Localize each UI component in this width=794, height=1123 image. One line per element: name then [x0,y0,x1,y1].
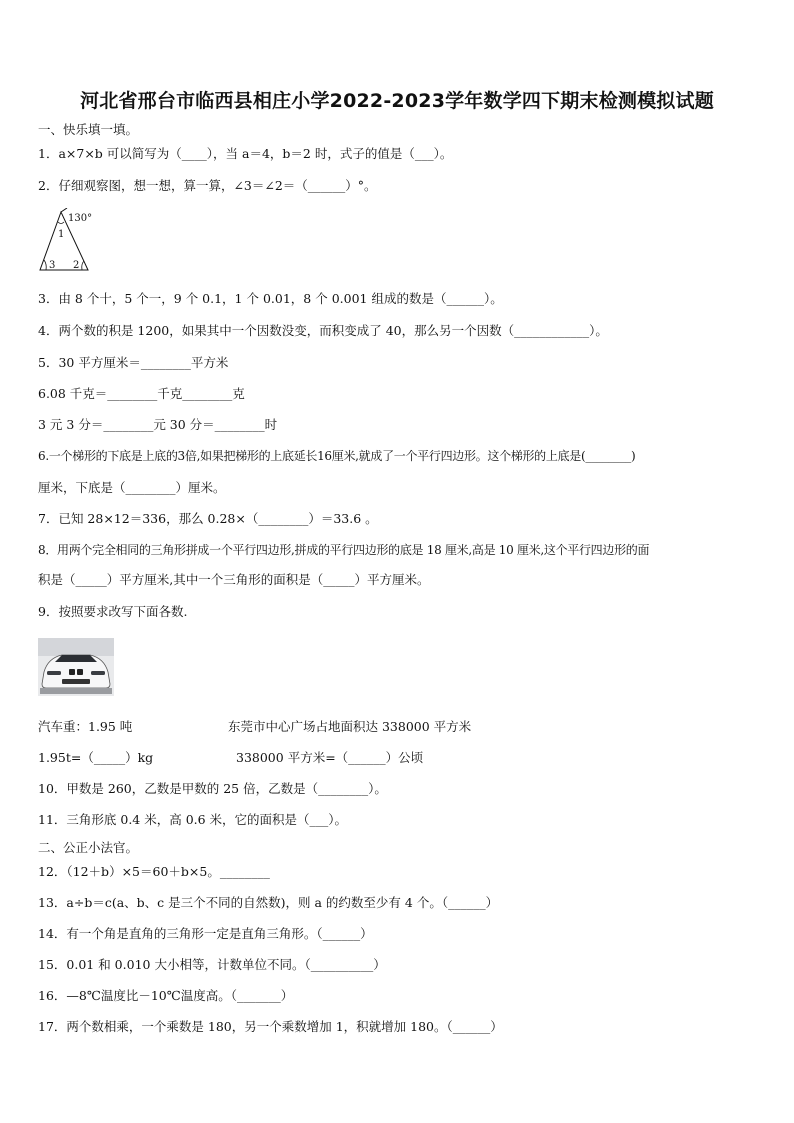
question-7: 7．已知 28×12＝336，那么 0.28×（________）＝33.6 。 [38,511,378,526]
triangle-figure [38,208,100,274]
question-15: 15．0.01 和 0.010 大小相等，计数单位不同。（__________） [38,957,386,972]
question-9-left-2: 1.95t=（_____）kg [38,750,154,765]
question-8-line-1: 8．用两个完全相同的三角形拼成一个平行四边形,拼成的平行四边形的底是 18 厘米,高是 10 厘米,这个平行四边形的面 [38,543,650,557]
question-9-right-2: 338000 平方米=（______）公顷 [236,750,424,765]
section-heading-fill: 一、快乐填一填。 [38,122,139,137]
question-9: 9．按照要求改写下面各数. [38,604,188,619]
angle-130-label: 130° [68,213,93,224]
question-13: 13．a÷b＝c(a、b、c 是三个不同的自然数)，则 a 的约数至少有 4 个。（______） [38,895,499,910]
exterior-angle-extension [61,208,67,212]
question-16: 16．—8℃温度比－10℃温度高。（_______） [38,988,294,1003]
angle-3-arc [44,260,46,270]
question-12: 12．（12＋b）×5＝60＋b×5。________ [38,864,270,879]
car-photo-icon [38,638,114,696]
question-17: 17．两个数相乘，一个乘数是 180，另一个乘数增加 1，积就增加 180。（______） [38,1019,503,1034]
question-5-part-b: 6.08 千克＝________千克________克 [38,386,245,401]
question-5-part-c: 3 元 3 分＝________元 30 分＝________时 [38,417,278,432]
question-8-line-2: 积是（_____）平方厘米,其中一个三角形的面积是（_____）平方厘米。 [38,572,430,587]
question-6-line-1: 6.一个梯形的下底是上底的3倍,如果把梯形的上底延长16厘米,就成了一个平行四边形。这个梯形的上底是(________) [38,449,636,463]
question-10: 10．甲数是 260，乙数是甲数的 25 倍，乙数是（________）。 [38,781,387,796]
angle-1-label: 1 [58,229,65,240]
angle-2-arc [82,261,84,270]
angle-1-arc [58,222,64,224]
angle-2-label: 2 [73,260,80,271]
angle-3-label: 3 [49,260,56,271]
question-4: 4．两个数的积是 1200，如果其中一个因数没变，而积变成了 40，那么另一个因数（____________）。 [38,323,608,338]
question-9-right-1: 东莞市中心广场占地面积达 338000 平方米 [228,719,472,734]
question-1: 1．a×7×b 可以简写为（____），当 a＝4，b＝2 时，式子的值是（___）。 [38,146,453,161]
question-6-line-2: 厘米，下底是（________）厘米。 [38,480,226,495]
section-heading-judge: 二、公正小法官。 [38,840,139,855]
page-title: 河北省邢台市临西县相庄小学2022-2023学年数学四下期末检测模拟试题 [80,90,714,112]
question-9-left-1: 汽车重：1.95 吨 [38,719,133,734]
question-5-part-a: 5．30 平方厘米＝________平方米 [38,355,229,370]
question-14: 14．有一个角是直角的三角形一定是直角三角形。（______） [38,926,373,941]
question-11: 11．三角形底 0.4 米，高 0.6 米，它的面积是（___）。 [38,812,348,827]
question-2: 2．仔细观察图，想一想，算一算，∠3＝∠2＝（______）°。 [38,178,377,193]
question-3: 3．由 8 个十，5 个一，9 个 0.1，1 个 0.01，8 个 0.001 组成的数是（______）。 [38,291,503,306]
